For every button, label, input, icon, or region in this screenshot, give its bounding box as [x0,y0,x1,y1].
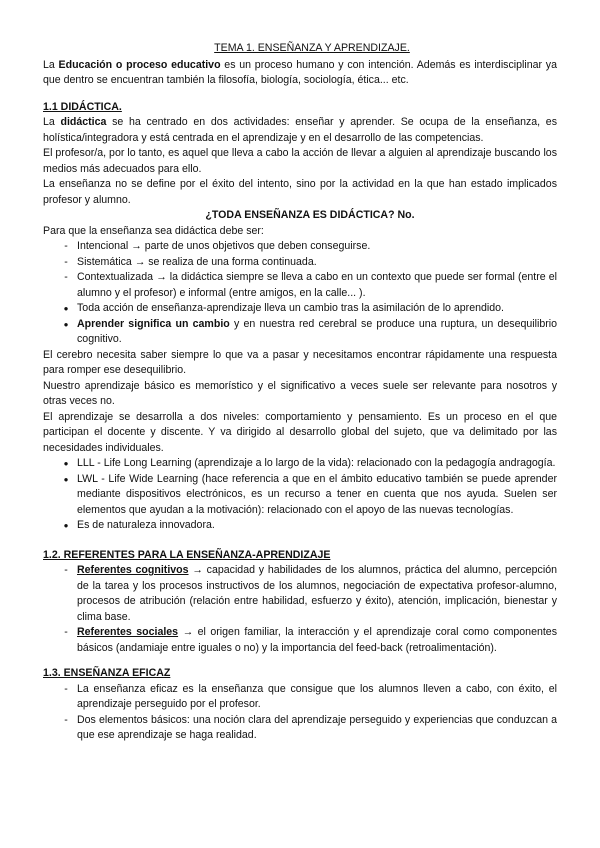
bullet-marker: ● [63,474,69,484]
learning-types-list [43,456,557,534]
list-item [43,456,557,472]
list-item-text: y en nuestra red cerebral se produce una ruptura, un desequilibrio cognitivo. [77,317,558,345]
list-item [43,625,557,656]
dash-marker: - [64,240,68,252]
dash-marker: - [64,682,68,695]
list-item [43,301,557,317]
section-1-3-heading: 1.3. ENSEÑANZA EFICAZ [43,667,171,679]
list-item-text: Toda acción de enseñanza-aprendizaje lleva un cambio tras la asimilación de lo aprendido. [77,302,504,314]
list-item-text: La enseñanza eficaz es la enseñanza que consigue que los alumnos lleven a cabo, con éxito, el aprendizaje perseguido por el profesor. [77,682,557,710]
list-item-bold: Aprender significa un cambio [77,317,230,330]
didactica-question: ¿TODA ENSEÑANZA ES DIDÁCTICA? No. [205,209,415,221]
bullet-marker: ● [63,459,69,468]
list-item-bold: Referentes sociales [77,626,179,638]
list-item-text: LWL - Life Wide Learning (hace referencia a que en el ámbito educativo también se puede aprender mediante dispositivos electrónicos, es un recurso a tener en cuenta que nos ayuda. Suelen ser elementos que ayudan a la motivación): relacionado con el apoyo de las nuevas tecnologías. [77,472,557,516]
didactica-paragraph [43,115,557,146]
list-item [43,255,557,271]
ensenanza-paragraph: La enseñanza no se define por el éxito del intento, sino por la actividad en la que han estado implicados profesor y alumno. [43,178,557,206]
bullet-marker: ● [63,304,69,313]
bullet-marker: ● [63,521,69,530]
list-item-text: Sistemática → se realiza de una forma continuada. [77,255,317,268]
dash-marker: - [64,271,68,283]
intro-paragraph [43,58,557,89]
list-item [43,518,557,534]
p1-bold: didáctica [60,116,107,128]
list-item [43,270,557,301]
document-title: TEMA 1. ENSEÑANZA Y APRENDIZAJE. [214,42,410,54]
intro-bold: Educación o proceso educativo [58,58,221,71]
p1-post: se ha centrado en dos actividades: enseñar y aprender. Se ocupa de la enseñanza, es holística/integradora y está centrada en el aprendizaje y en el desarrollo de las competencias. [43,116,557,144]
didactica-characteristics-list [43,239,557,348]
dash-marker: - [64,564,68,576]
list-item-text: Contextualizada → la didáctica siempre se lleva a cabo en un contexto que puede ser formal (entre el alumno y el profesor) e informal (entre amigos, en la calle... ). [77,271,557,299]
cerebro-paragraph: El cerebro necesita saber siempre lo que va a pasar y necesitamos encontrar rápidamente una respuesta para romper ese desequilibrio. [43,348,557,376]
list-item [43,472,557,519]
dash-marker: - [64,626,68,638]
list-item-text: Dos elementos básicos: una noción clara del aprendizaje perseguido y experiencias que conduzcan a que ese aprendizaje se haga realidad. [77,713,557,741]
intro-pre: La [43,58,59,71]
profesor-paragraph: El profesor/a, por lo tanto, es aquel que lleva a cabo la acción de llevar a alguien al aprendizaje buscando los medios más adecuados para ello. [43,147,557,175]
section-1-1-heading: 1.1 DIDÁCTICA. [43,100,122,113]
list-item-text: LLL - Life Long Learning (aprendizaje a lo largo de la vida): relacionado con la pedagogía andragogía. [77,457,556,469]
list-item [43,317,557,348]
niveles-paragraph: El aprendizaje se desarrolla a dos niveles: comportamiento y pensamiento. Es un proceso en el que participan el docente y discente. Y va dirigido al desarrollo global del sujeto, que va delimitado por las necesidades individuales. [43,410,557,454]
list-item-text: → capacidad y habilidades de los alumnos, práctica del alumno, percepción de la tarea y los procesos instructivos de los alumnos, negociación de expectativa profesor-alumno, procesos de atribución (relación entre habilidad, esfuerzo y éxito), atención, implicación, bienestar y clima base. [77,564,557,623]
dash-marker: - [64,713,68,726]
section-1-2-heading: 1.2. REFERENTES PARA LA ENSEÑANZA-APRENDIZAJE [43,548,331,561]
list-item [43,563,557,625]
list-item-text: Intencional → parte de unos objetivos que deben conseguirse. [77,240,371,252]
aprendizaje-basico-paragraph: Nuestro aprendizaje básico es memorístico y el significativo a veces suele ser relevante para nosotros y otras veces no. [43,379,557,407]
list-item [43,239,557,255]
list-item-bold: Referentes cognitivos [77,564,189,576]
dash-marker: - [64,255,68,268]
list-item [43,713,557,744]
referentes-list [43,563,557,656]
list-item [43,682,557,713]
bullet-marker: ● [63,319,69,329]
intro-post: es un proceso humano y con intención. Además es interdisciplinar ya que dentro se encuentran también la filosofía, biología, sociología, ética... etc. [43,58,557,86]
list-item-text: → el origen familiar, la interacción y el aprendizaje coral como componentes básicos (andamiaje entre iguales o no) y la importancia del feed-back (retroalimentación). [77,626,557,654]
list-item-text: Es de naturaleza innovadora. [77,519,215,531]
list-intro: Para que la enseñanza sea didáctica debe ser: [43,224,264,237]
p1-pre: La [43,116,61,128]
eficaz-list [43,682,557,744]
